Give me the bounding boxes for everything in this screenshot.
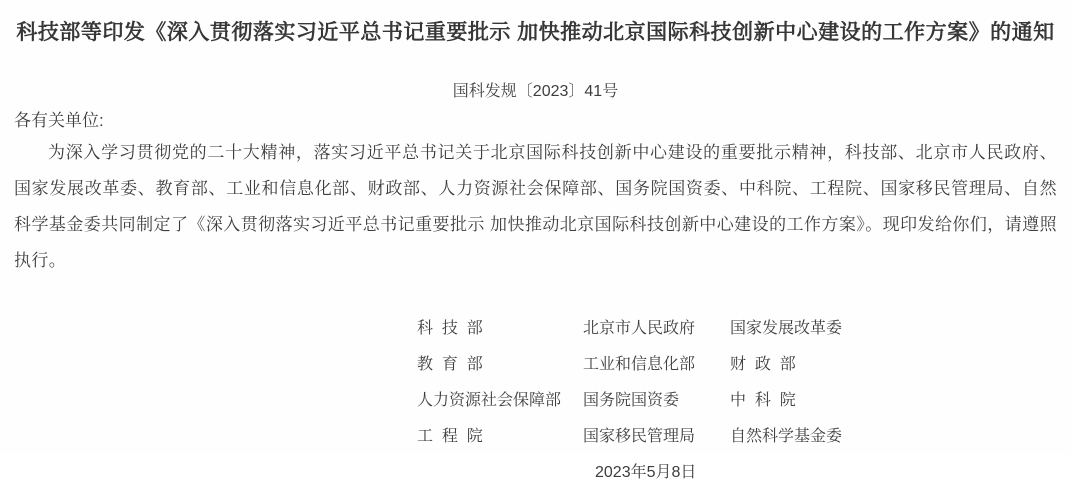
signatory-cell: 国务院国资委 bbox=[583, 392, 680, 409]
signatory-cell: 自然科学基金委 bbox=[730, 428, 843, 445]
signatory-cell: 工业和信息化部 bbox=[583, 356, 696, 373]
signatory-cell: 财 政 部 bbox=[730, 356, 796, 373]
signatory-grid bbox=[417, 311, 1057, 455]
notice-title: 科技部等印发《深入贯彻落实习近平总书记重要批示 加快推动北京国际科技创新中心建设的工作方案》的通知 bbox=[16, 21, 1055, 44]
doc-number: 国科发规〔2023〕41号 bbox=[452, 83, 619, 100]
signatory-cell: 教 育 部 bbox=[417, 356, 483, 373]
signatory-cell: 北京市人民政府 bbox=[583, 320, 696, 337]
signatory-cell: 国家发展改革委 bbox=[730, 320, 843, 337]
signatory-cell: 人力资源社会保障部 bbox=[417, 392, 562, 409]
body-paragraph: 为深入学习贯彻党的二十大精神，落实习近平总书记关于北京国际科技创新中心建设的重要批示精神，科技部、北京市人民政府、国家发展改革委、教育部、工业和信息化部、财政部、人力资源社会保障部、国务院国资委、中科院、工程院、国家移民管理局、自然科学基金委共同制定了《深入贯彻落实习近平总书记重要批示 加快推动北京国际科技创新中心建设的工作方案》。现印发给你们，请遵照执行。 bbox=[14, 143, 1057, 270]
signatory-cell: 科 技 部 bbox=[417, 320, 483, 337]
signatory-cell: 国家移民管理局 bbox=[583, 428, 696, 445]
signatory-cell: 中 科 院 bbox=[730, 392, 796, 409]
issue-date: 2023年5月8日 bbox=[595, 464, 697, 481]
signatory-cell: 工 程 院 bbox=[417, 428, 483, 445]
salutation: 各有关单位: bbox=[14, 111, 104, 130]
